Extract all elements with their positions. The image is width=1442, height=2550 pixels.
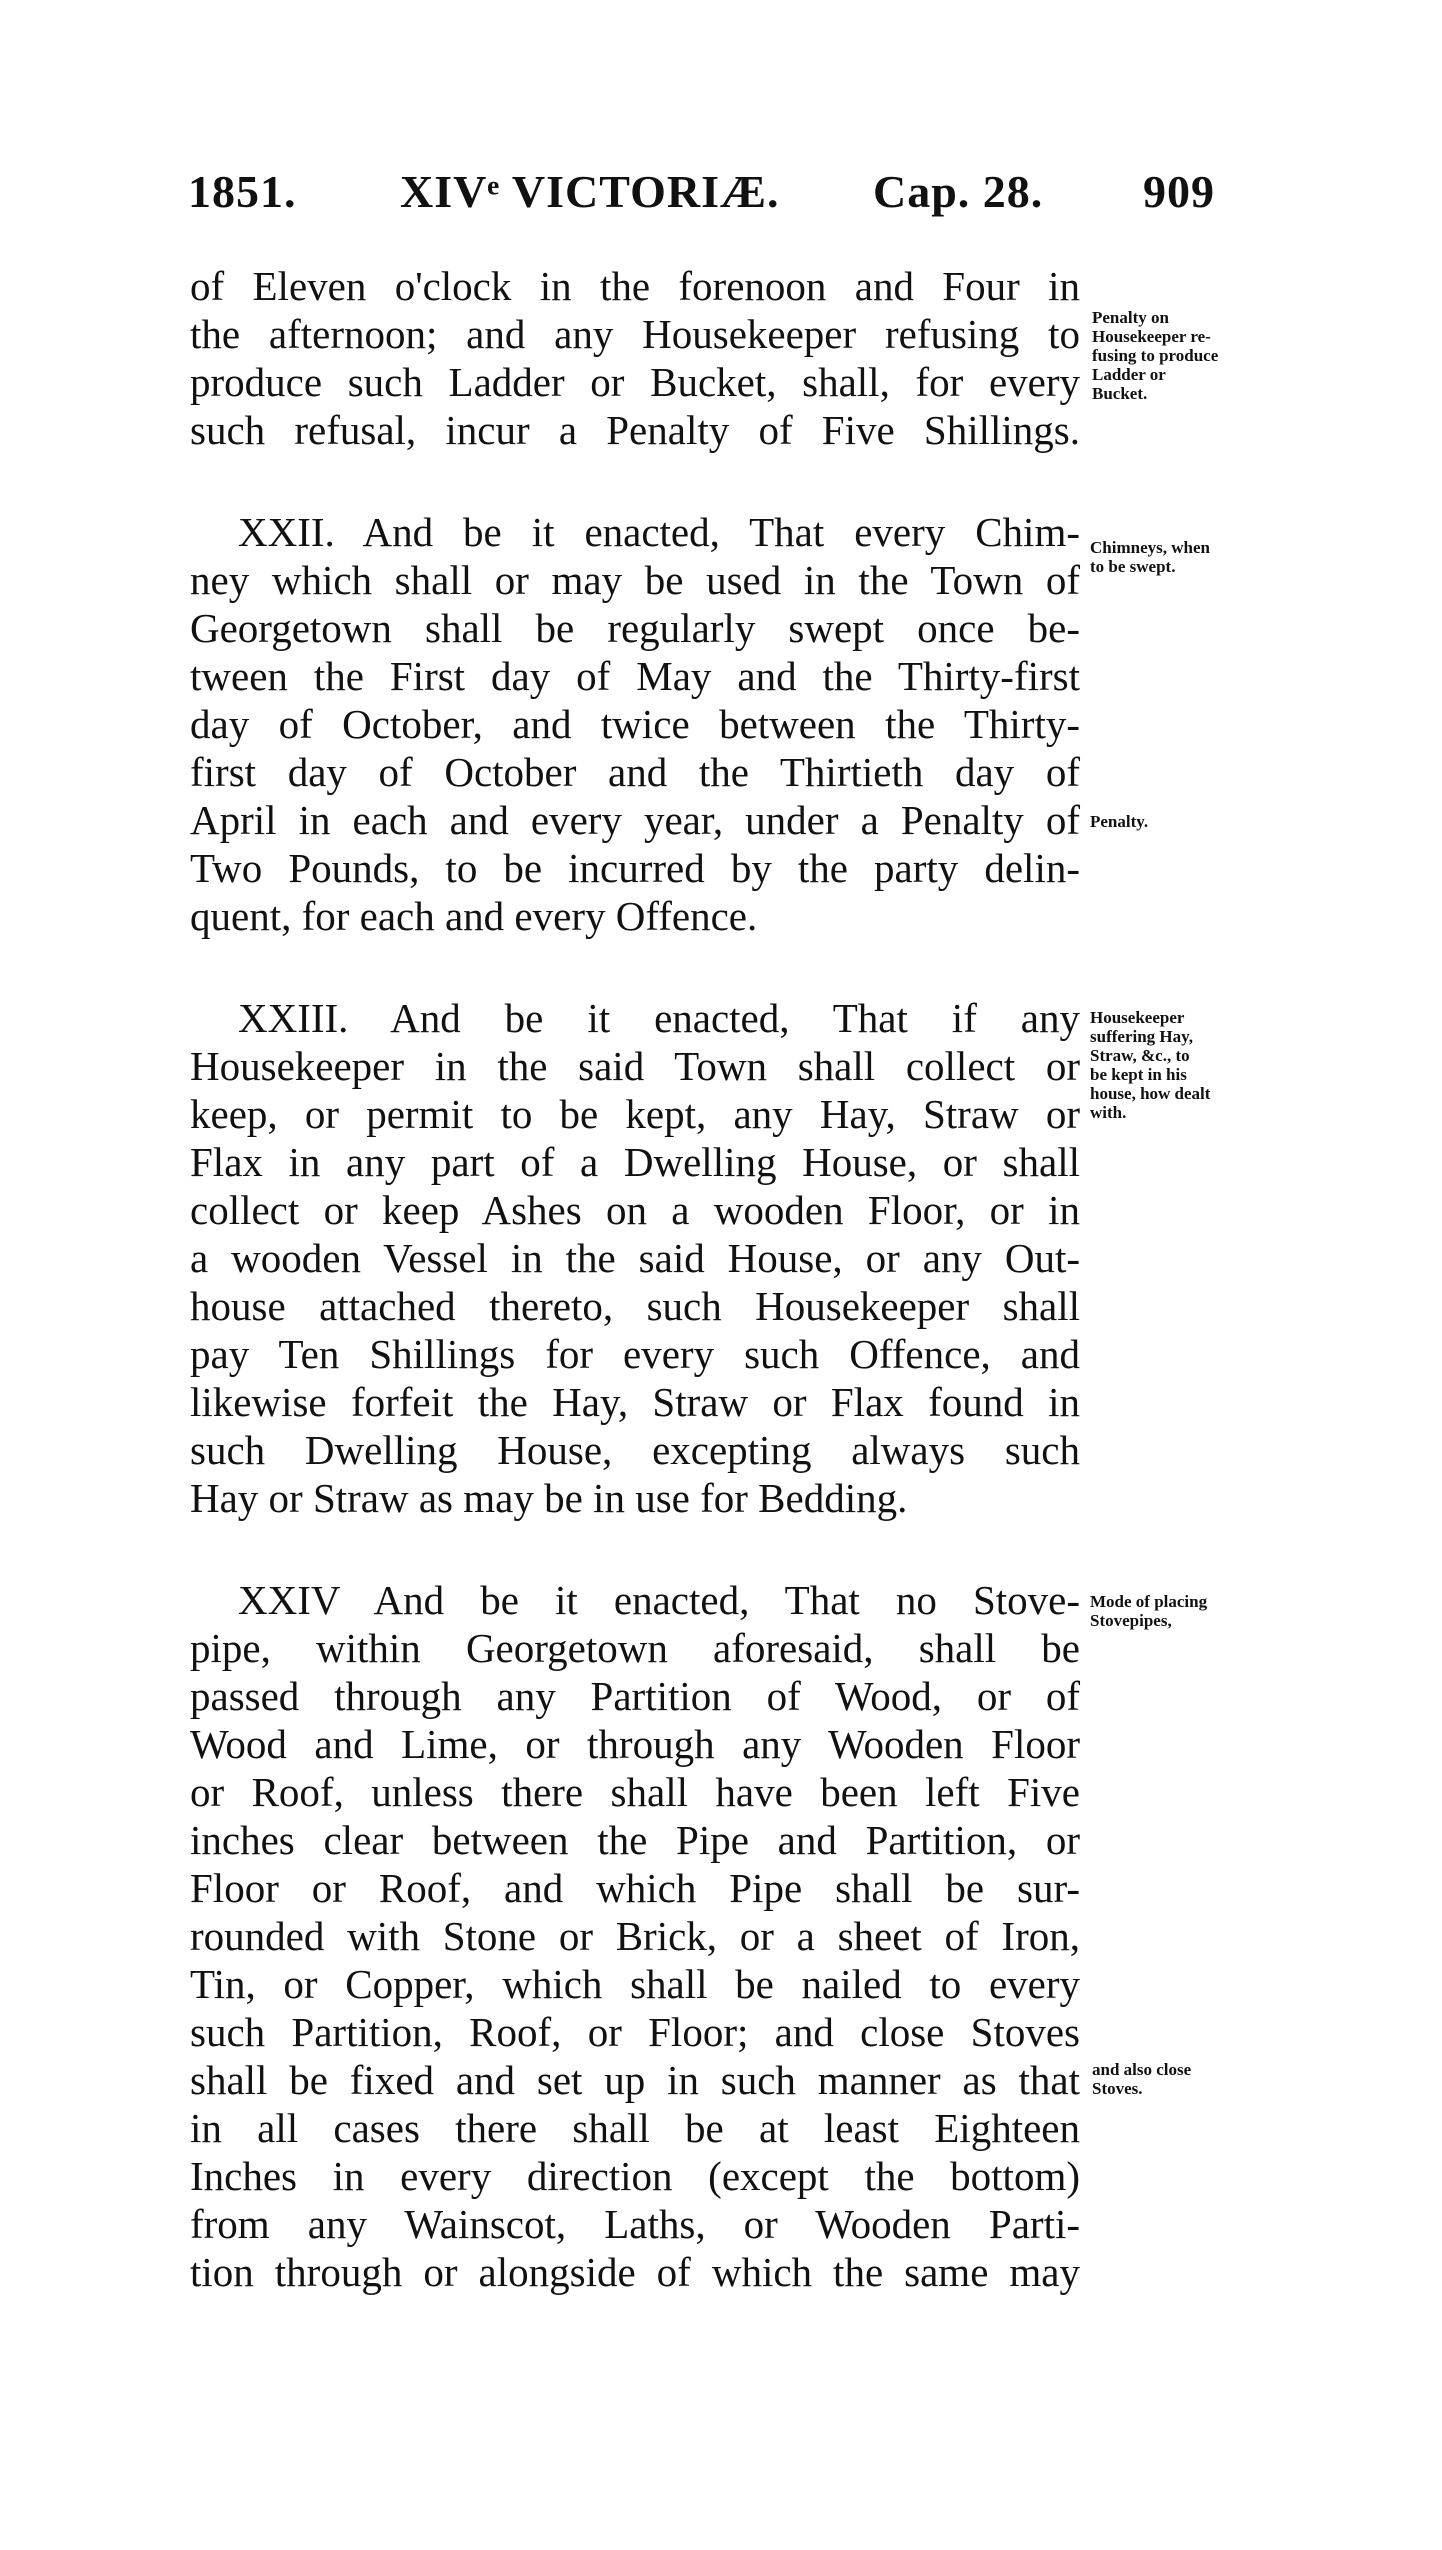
page-number: 909 [1143, 166, 1215, 217]
margin-note-penalty-ladder: Penalty on Housekeeper re- fusing to produce Ladder or Bucket. [1092, 308, 1219, 403]
margin-note-stovepipes: Mode of placing Stovepipes, [1090, 1592, 1208, 1630]
body-line: passed through any Partition of Wood, or of [190, 1673, 1080, 1719]
body-line: April in each and every year, under a Penalty of [190, 797, 1080, 843]
body-line: rounded with Stone or Brick, or a sheet of Iron, [190, 1913, 1080, 1959]
body-line: inches clear between the Pipe and Partition, or [190, 1817, 1080, 1863]
body-line: day of October, and twice between the Thirty- [190, 701, 1080, 747]
body-line: Floor or Roof, and which Pipe shall be sur- [190, 1865, 1080, 1911]
body-line: tion through or alongside of which the same may [190, 2249, 1080, 2295]
body-line: from any Wainscot, Laths, or Wooden Parti- [190, 2201, 1080, 2247]
body-line: shall be fixed and set up in such manner as that [190, 2057, 1080, 2103]
body-line: Inches in every direction (except the bottom) [190, 2153, 1080, 2199]
body-line: first day of October and the Thirtieth day of [190, 749, 1080, 795]
margin-note-housekeeper-hay: Housekeeper suffering Hay, Straw, &c., to be kept in his house, how dealt with. [1090, 1008, 1211, 1122]
body-line: Flax in any part of a Dwelling House, or shall [190, 1139, 1080, 1185]
body-line: such Dwelling House, excepting always such [190, 1427, 1080, 1473]
body-line: pay Ten Shillings for every such Offence, and [190, 1331, 1080, 1377]
margin-note-close-stoves: and also close Stoves. [1092, 2060, 1192, 2098]
body-line: of Eleven o'clock in the forenoon and Four in [190, 263, 1080, 309]
section-heading-xxiii: XXIII. And be it enacted, That if any [238, 995, 1080, 1041]
section-heading-xxiv: XXIV And be it enacted, That no Stove- [238, 1577, 1080, 1623]
body-line: quent, for each and every Offence. [190, 893, 758, 939]
body-line: Wood and Lime, or through any Wooden Floor [190, 1721, 1080, 1767]
body-line: collect or keep Ashes on a wooden Floor, or in [190, 1187, 1080, 1233]
header-chapter: Cap. 28. [873, 166, 1044, 217]
body-line: produce such Ladder or Bucket, shall, for every [190, 359, 1080, 405]
body-line: Two Pounds, to be incurred by the party delin- [190, 845, 1080, 891]
body-line: ney which shall or may be used in the Town of [190, 557, 1080, 603]
body-line: Hay or Straw as may be in use for Bedding. [190, 1475, 908, 1521]
body-line: Housekeeper in the said Town shall collect or [190, 1043, 1080, 1089]
body-line: house attached thereto, such Housekeeper shall [190, 1283, 1080, 1329]
body-line: or Roof, unless there shall have been left Five [190, 1769, 1080, 1815]
section-heading-xxii: XXII. And be it enacted, That every Chim- [238, 509, 1080, 555]
body-line: the afternoon; and any Housekeeper refusing to [190, 311, 1080, 357]
body-line: Tin, or Copper, which shall be nailed to every [190, 1961, 1080, 2007]
body-line: tween the First day of May and the Thirty-first [190, 653, 1080, 699]
header-title: XIVᵉ VICTORIÆ. [400, 166, 780, 217]
running-header [188, 165, 1268, 225]
margin-note-chimneys: Chimneys, when to be swept. [1090, 538, 1210, 576]
body-line: Georgetown shall be regularly swept once be- [190, 605, 1080, 651]
body-line: keep, or permit to be kept, any Hay, Straw or [190, 1091, 1080, 1137]
body-line: pipe, within Georgetown aforesaid, shall be [190, 1625, 1080, 1671]
body-line: such Partition, Roof, or Floor; and close Stoves [190, 2009, 1080, 2055]
margin-note-penalty: Penalty. [1090, 812, 1149, 831]
body-line: likewise forfeit the Hay, Straw or Flax found in [190, 1379, 1080, 1425]
header-year: 1851. [188, 166, 297, 217]
body-line: a wooden Vessel in the said House, or any Out- [190, 1235, 1080, 1281]
body-line: such refusal, incur a Penalty of Five Shillings. [190, 407, 1080, 453]
body-line: in all cases there shall be at least Eighteen [190, 2105, 1080, 2151]
